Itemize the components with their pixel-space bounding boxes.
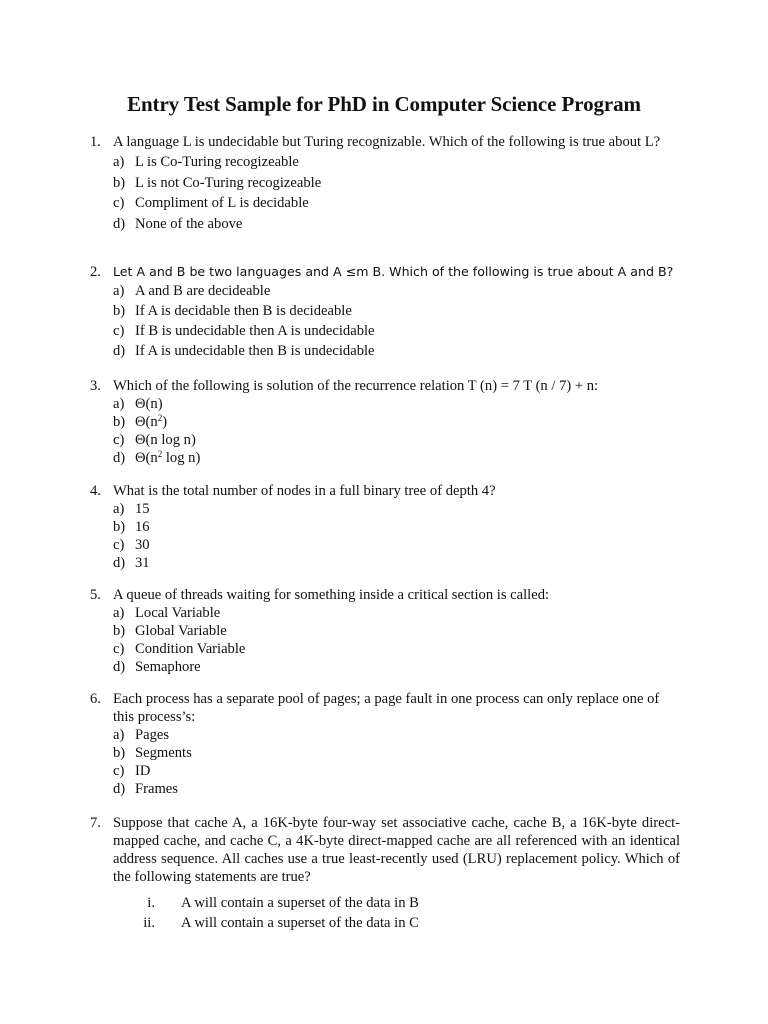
option-text: Semaphore [135,659,201,675]
option-letter: d) [113,781,126,797]
option-c [113,640,680,658]
option-d [113,215,680,233]
option-a [113,395,680,413]
question-text: Each process has a separate pool of pages; a page fault in one process can only replace one of this process’s: [113,691,660,725]
option-c [113,536,680,554]
option-a [113,500,680,518]
option-text: Global Variable [135,623,227,639]
question-text: A queue of threads waiting for something inside a critical section is called: [113,587,550,603]
option-text: If B is undecidable then A is undecidable [135,323,375,339]
option-text: ID [135,763,151,779]
option-text: Local Variable [135,605,221,621]
question-1 [90,133,680,233]
option-letter: b) [113,174,126,191]
option-letter: c) [113,641,125,657]
option-a [113,153,680,171]
option-b [113,744,680,762]
statement-text: A will contain a superset of the data in C [181,915,419,931]
option-b [113,413,680,431]
question-7 [90,814,680,932]
question-text: What is the total number of nodes in a full binary tree of depth 4? [113,483,496,499]
option-b [113,174,680,192]
option-d [113,780,680,798]
option-text: 15 [135,501,150,517]
question-text: A language L is undecidable but Turing recognizable. Which of the following is true about L? [113,134,661,150]
page-title: Entry Test Sample for PhD in Computer Science Program [127,92,641,116]
option-letter: b) [113,519,126,535]
statement-text: A will contain a superset of the data in B [181,895,419,911]
option-letter: a) [113,154,125,170]
question-number: 4. [90,483,101,499]
option-text: Condition Variable [135,641,246,657]
option-c [113,431,680,449]
statement-numeral: i. [147,895,155,911]
option-letter: a) [113,396,125,412]
option-a [113,282,680,300]
option-letter: a) [113,283,125,299]
option-letter: c) [113,195,125,211]
question-number: 3. [90,378,101,394]
option-b [113,622,680,640]
option-text: $\Theta(n^2$ log n) [135,449,201,466]
option-d [113,554,680,572]
option-letter: c) [113,432,125,448]
question-number: 1. [90,134,101,150]
option-letter: b) [113,623,126,639]
question-text: Let A and B be two languages and A ≤m B. Which of the following is true about A and B? [113,264,674,279]
option-letter: b) [113,414,126,430]
option-text: 30 [135,537,150,553]
option-c [113,322,680,340]
option-c [113,762,680,780]
option-text: $\Theta(n^2)$ [135,413,168,430]
option-text: Pages [135,727,170,743]
statement-numeral: ii. [143,915,155,931]
option-text: L is Co-Turing recogizeable [135,154,299,170]
question-text: Suppose that cache A, a 16K-byte four-way set associative cache, cache B, a 16K-byte direct-mapped cache, and cache C, a 4K-byte direct-mapped cache are all referenced with an identical address sequence. All caches use a true least-recently used (LRU) replacement policy. Which of the following statements are true? [113,815,680,885]
question-2 [90,263,680,360]
statement-i [90,894,680,912]
option-letter: c) [113,323,125,339]
option-text: Θ(n log n) [135,432,196,448]
question-number: 7. [90,815,101,831]
option-d [113,342,680,360]
option-letter: c) [113,537,125,553]
question-3 [90,377,680,467]
question-number: 5. [90,587,101,603]
question-4 [90,482,680,572]
option-letter: a) [113,727,125,743]
option-text: None of the above [135,215,243,232]
option-text: 16 [135,519,150,535]
option-text: A and B are decideable [135,283,271,299]
option-d [113,449,680,467]
option-letter: a) [113,605,125,621]
option-letter: d) [113,555,126,571]
option-text: Compliment of L is decidable [135,195,309,211]
option-letter: c) [113,763,125,779]
option-text: If A is undecidable then B is undecidable [135,343,375,359]
option-a [113,604,680,622]
option-text: If A is decidable then B is decideable [135,303,352,319]
question-6 [90,690,680,798]
statement-ii [90,914,680,932]
option-letter: d) [113,215,126,232]
question-text: Which of the following is solution of the recurrence relation T (n) = 7 T (n / 7) + n: [113,378,599,394]
option-letter: b) [113,745,126,761]
option-c [113,194,680,212]
question-number: 2. [90,264,101,280]
option-letter: d) [113,659,126,675]
option-text: Segments [135,745,192,761]
option-b [113,302,680,320]
question-5 [90,586,680,676]
option-letter: d) [113,450,126,466]
option-a [113,726,680,744]
option-d [113,658,680,676]
option-letter: d) [113,343,126,359]
question-number: 6. [90,691,101,707]
option-letter: b) [113,303,126,319]
option-text: Frames [135,781,178,797]
option-text: L is not Co-Turing recogizeable [135,174,322,191]
option-letter: a) [113,501,125,517]
option-text: 31 [135,555,150,571]
option-text: Θ(n) [135,396,163,412]
option-b [113,518,680,536]
